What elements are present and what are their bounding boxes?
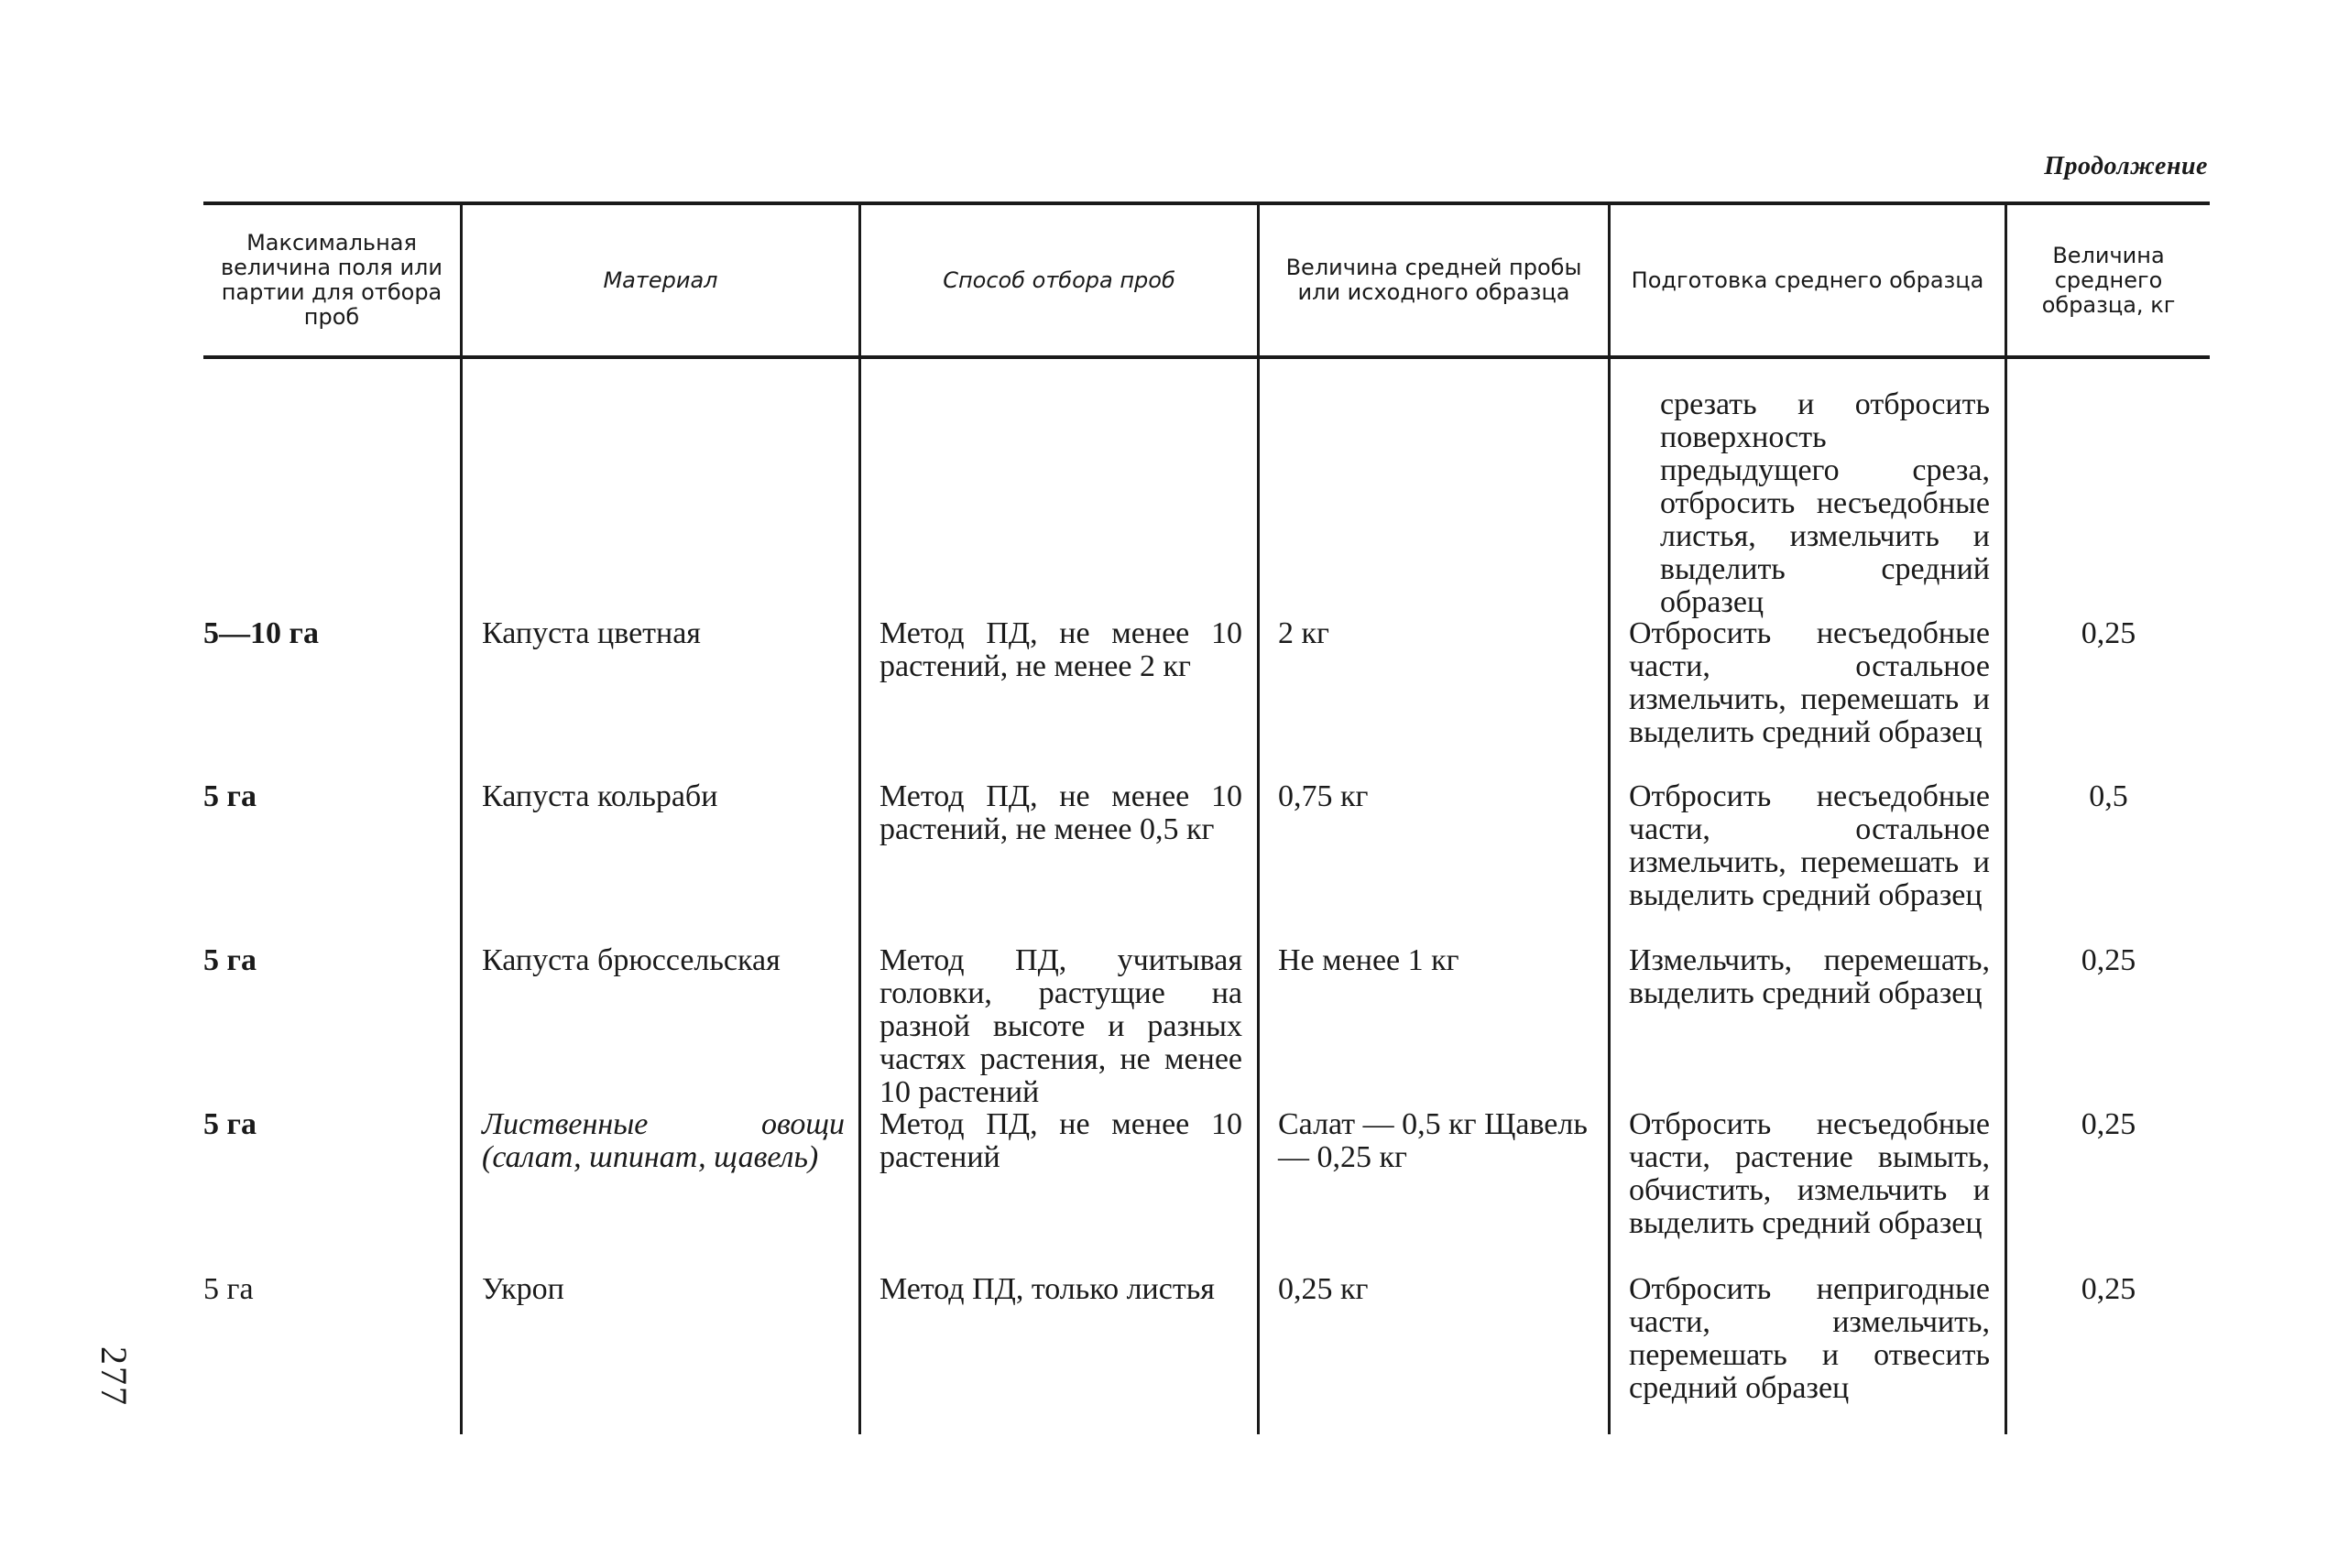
header-sample-preparation: Подготовка среднего образца xyxy=(1631,267,1984,293)
preparation-cell: Отбросить несъедобные части, остальное измельчить, перемешать и выделить средний образец xyxy=(1629,616,1990,749)
sample-size-cell: 0,25 кг xyxy=(1278,1272,1369,1306)
method-cell: Метод ПД, только листья xyxy=(879,1272,1215,1306)
field-size-cell: 5 га xyxy=(203,1272,254,1306)
method-cell: Метод ПД, не менее 10 растений, не менее 0,5 кг xyxy=(879,779,1242,846)
field-size-cell: 5—10 га xyxy=(203,616,319,650)
field-size-cell: 5 га xyxy=(203,779,257,813)
sample-size-cell: 2 кг xyxy=(1278,616,1329,650)
material-cell: Лиственные овощи (салат, шпинат, щавель) xyxy=(482,1107,845,1174)
continuation-label: Продолжение xyxy=(2044,152,2208,180)
sampling-table xyxy=(203,201,2210,1434)
mass-cell: 0,25 xyxy=(2081,616,2136,650)
header-sampling-method: Способ отбора проб xyxy=(943,267,1175,293)
field-size-cell: 5 га xyxy=(203,943,257,977)
method-cell: Метод ПД, не менее 10 растений, не менее 2 кг xyxy=(879,616,1242,683)
header-average-sample-mass: Величина среднего образца, кг xyxy=(2041,242,2176,318)
field-size-cell: 5 га xyxy=(203,1107,257,1141)
carryover-preparation-text: срезать и отбросить поверхность предыдущего среза, отбросить несъедобные листья, измельчить и выделить средний образец xyxy=(1660,387,1990,619)
sample-size-cell: 0,75 кг xyxy=(1278,779,1369,813)
header-bottom-rule xyxy=(203,355,2210,359)
preparation-cell: Отбросить несъедобные части, остальное измельчить, перемешать и выделить средний образец xyxy=(1629,779,1990,912)
material-cell: Укроп xyxy=(482,1272,564,1306)
page-number: 277 xyxy=(93,1346,135,1407)
preparation-cell: Отбросить непригодные части, измельчить, перемешать и отвесить средний образец xyxy=(1629,1272,1990,1405)
sample-size-cell: Не менее 1 кг xyxy=(1278,943,1459,977)
preparation-cell: Измельчить, перемешать, выделить средний образец xyxy=(1629,943,1990,1010)
preparation-cell: Отбросить несъедобные части, растение вымыть, обчистить, измельчить и выделить средний образец xyxy=(1629,1107,1990,1240)
column-divider xyxy=(460,205,463,1434)
column-divider xyxy=(1608,205,1611,1434)
header-sample-size: Величина средней пробы или исходного образца xyxy=(1285,255,1582,305)
mass-cell: 0,5 xyxy=(2089,779,2128,813)
column-divider xyxy=(1257,205,1260,1434)
header-material: Материал xyxy=(603,267,718,293)
mass-cell: 0,25 xyxy=(2081,1107,2136,1141)
header-max-field-size: Максимальная величина поля или партии для отбора проб xyxy=(221,230,442,330)
mass-cell: 0,25 xyxy=(2081,943,2136,977)
material-cell: Капуста цветная xyxy=(482,616,701,650)
mass-cell: 0,25 xyxy=(2081,1272,2136,1306)
method-cell: Метод ПД, не менее 10 растений xyxy=(879,1107,1242,1174)
material-cell: Капуста кольраби xyxy=(482,779,718,813)
column-divider xyxy=(858,205,861,1434)
method-cell: Метод ПД, учитывая головки, растущие на разной высоте и разных частях растения, не менее 10 растений xyxy=(879,943,1242,1109)
material-cell: Капуста брюссельская xyxy=(482,943,781,977)
column-divider xyxy=(2005,205,2007,1434)
sample-size-cell: Салат — 0,5 кг Щавель — 0,25 кг xyxy=(1278,1107,1588,1174)
